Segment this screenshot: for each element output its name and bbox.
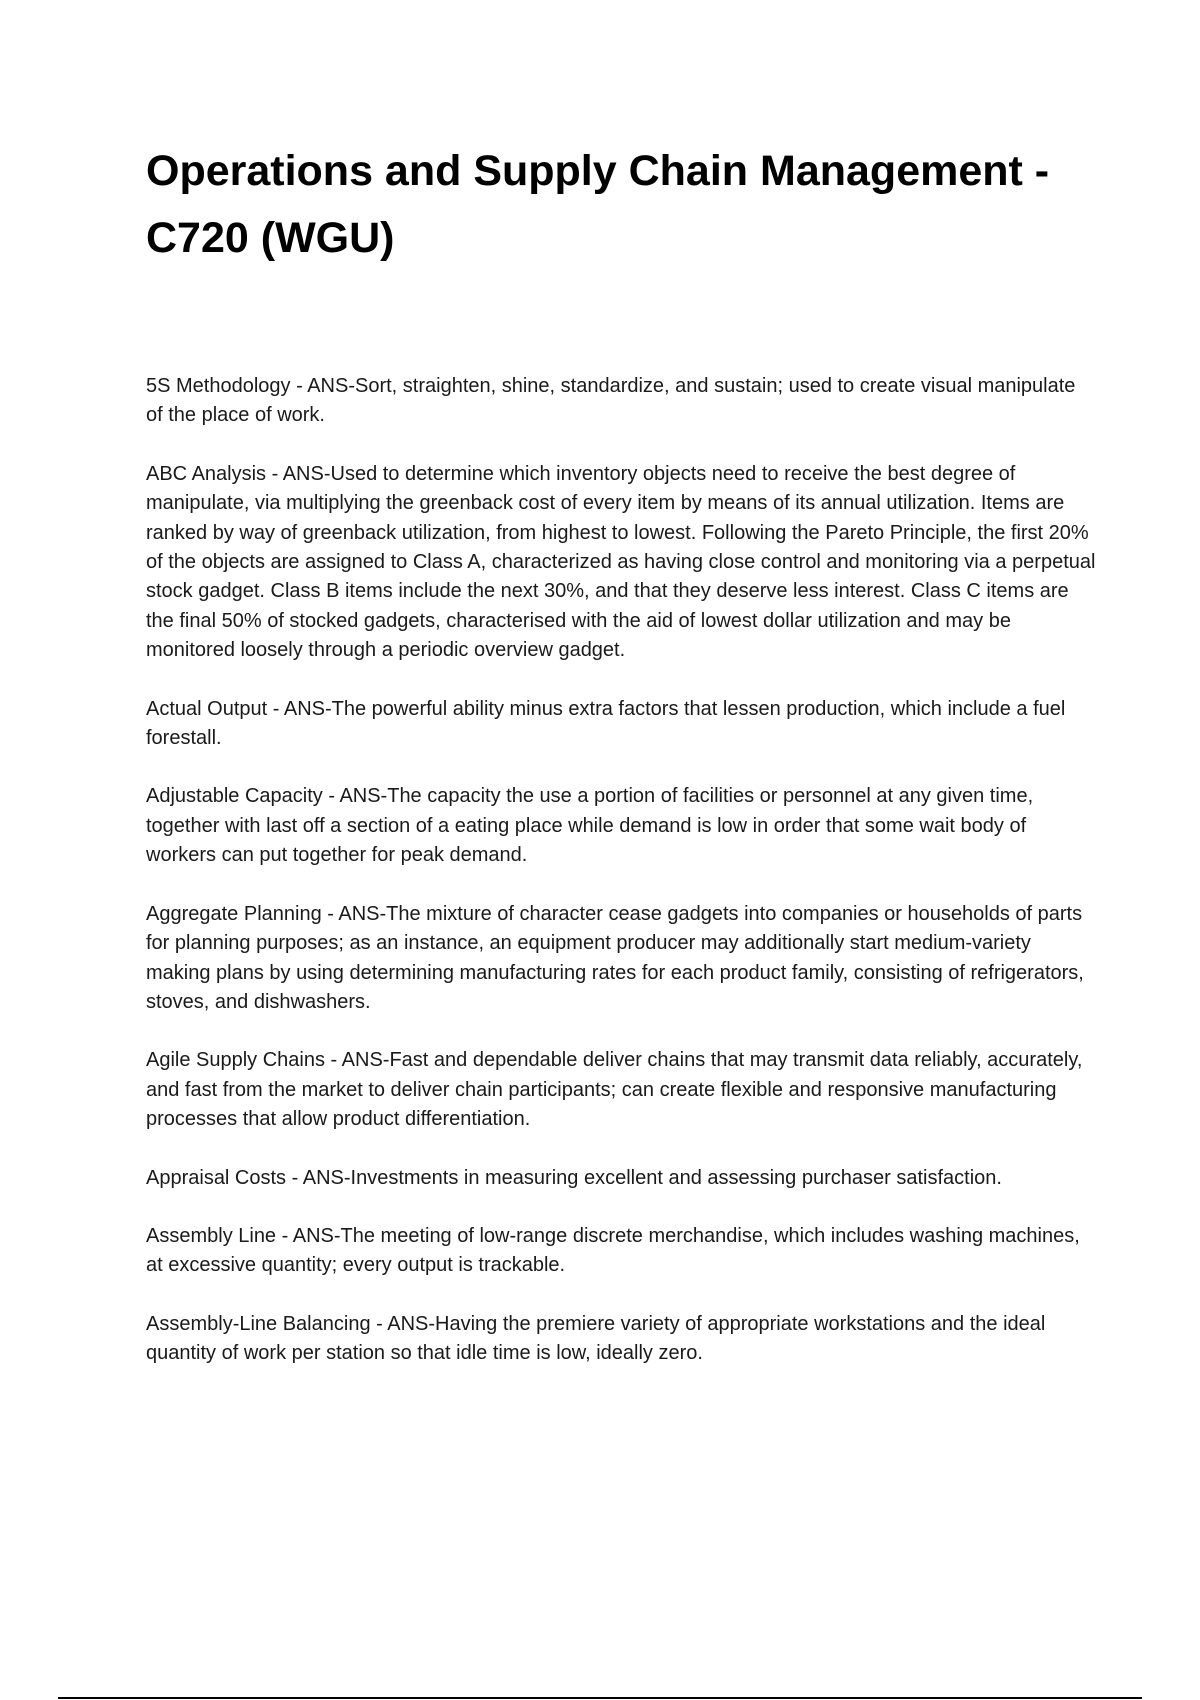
- glossary-entry-assembly-line-balancing: Assembly-Line Balancing - ANS-Having the premiere variety of appropriate workstations and the ideal quantity of work per station so that idle time is low, ideally zero.: [146, 1312, 1046, 1365]
- glossary-entry-aggregate-planning: Aggregate Planning - ANS-The mixture of character cease gadgets into companies or households of parts for planning purposes; as an instance, an equipment producer may additionally start medium-variety making plans by using determining manufacturing rates for each product family, consisting of refrigerators, stoves, and dishwashers.: [146, 902, 1084, 1013]
- document-title: Operations and Supply Chain Management - C720 (WGU): [146, 147, 1050, 262]
- glossary-entry-actual-output: Actual Output - ANS-The powerful ability minus extra factors that lessen production, which include a fuel forestall.: [146, 697, 1066, 750]
- glossary-entry-abc-analysis: ABC Analysis - ANS-Used to determine which inventory objects need to receive the best degree of manipulate, via multiplying the greenback cost of every item by means of its annual utilization. Items are ranked by way of greenback utilization, from highest to lowest. Following the Pareto Principle, the first 20% of the objects are assigned to Class A, characterized as having close control and monitoring via a perpetual stock gadget. Class B items include the next 30%, and that they deserve less interest. Class C items are the final 50% of stocked gadgets, characterised with the aid of lowest dollar utilization and may be monitored loosely through a periodic overview gadget.: [146, 462, 1096, 662]
- glossary-entry-5s-methodology: 5S Methodology - ANS-Sort, straighten, shine, standardize, and sustain; used to create visual manipulate of the place of work.: [146, 375, 1076, 427]
- glossary-entry-adjustable-capacity: Adjustable Capacity - ANS-The capacity the use a portion of facilities or personnel at any given time, together with last off a section of a eating place while demand is low in order that some wait body of workers can put together for peak demand.: [146, 785, 1034, 867]
- glossary-entry-assembly-line: Assembly Line - ANS-The meeting of low-range discrete merchandise, which includes washing machines, at excessive quantity; every output is trackable.: [146, 1224, 1080, 1277]
- glossary-entries: [146, 372, 1096, 1398]
- footer-divider: [58, 1697, 1142, 1699]
- glossary-entry-agile-supply-chains: Agile Supply Chains - ANS-Fast and dependable deliver chains that may transmit data reliably, accurately, and fast from the market to deliver chain participants; can create flexible and responsive manufacturing processes that allow product differentiation.: [146, 1049, 1083, 1131]
- glossary-entry-appraisal-costs: Appraisal Costs - ANS-Investments in measuring excellent and assessing purchaser satisfaction.: [146, 1166, 1002, 1189]
